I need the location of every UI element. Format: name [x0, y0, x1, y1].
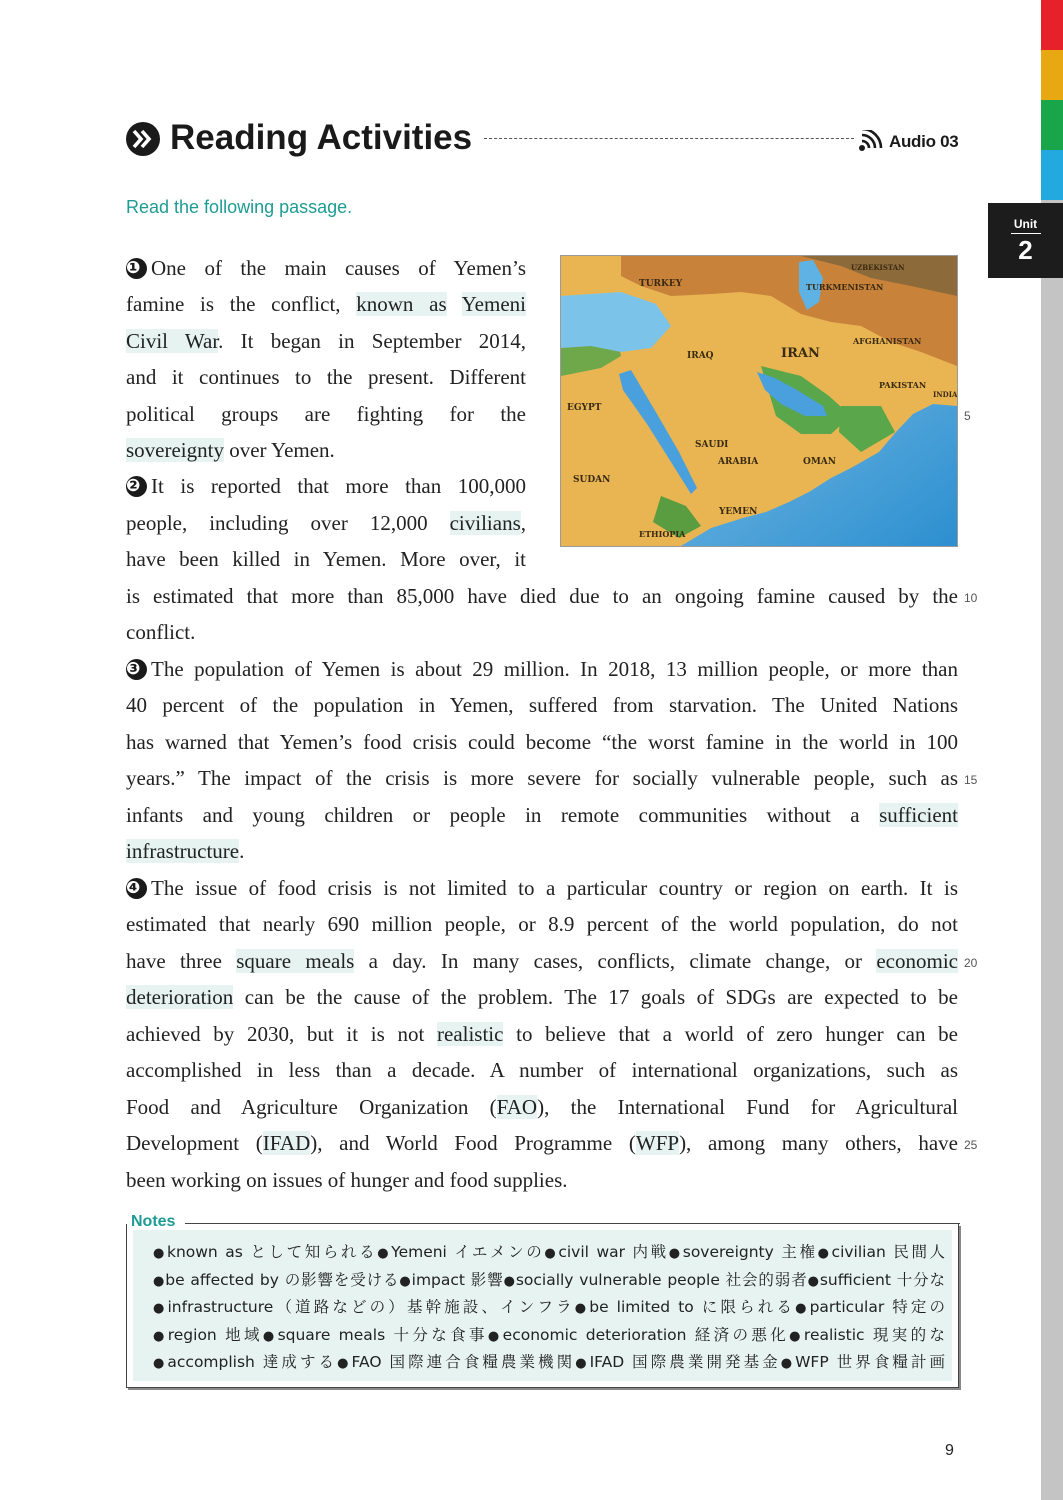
note-item: Yemeni イエメンの [391, 1243, 545, 1261]
vocab-civil-war: Civil War [126, 329, 219, 353]
unit-number: 2 [1018, 235, 1033, 265]
map-label-iraq: IRAQ [687, 351, 714, 361]
passage-line-21: deterioration can be the cause of the problem. The 17 goals of SDGs are expected to be [126, 985, 958, 1009]
vocab-civilians: civilians [449, 511, 521, 535]
note-item: FAO 国際連合食糧農業機関 [351, 1353, 576, 1371]
note-item: civil war 内戦 [558, 1243, 669, 1261]
paragraph-marker-4: ❹ [126, 878, 147, 899]
note-item: realistic 現実的な [803, 1326, 946, 1344]
passage-line-17: infrastructure. [126, 839, 245, 863]
passage-line-9: have been killed in Yemen. More over, it [126, 547, 526, 571]
unit-divider [1011, 233, 1041, 234]
notes-row-5 [153, 1351, 945, 1375]
note-item: infrastructure（道路などの）基幹施設、インフラ [167, 1298, 575, 1316]
line-number: 10 [964, 591, 978, 605]
passage-line-12: ❸ The population of Yemen is about 29 million. In 2018, 13 million people, or more than [126, 657, 958, 681]
map-label-turkmenistan: TURKMENISTAN [806, 282, 884, 292]
passage-line-22: achieved by 2030, but it is not realistic to believe that a world of zero hunger can be [126, 1022, 958, 1046]
map-label-pakistan: PAKISTAN [879, 380, 927, 390]
note-bullet: ● [789, 1329, 804, 1344]
note-bullet: ● [262, 1329, 278, 1344]
paragraph-marker-1: ❶ [126, 258, 147, 279]
vocab-sovereignty: sovereignty [126, 438, 224, 462]
passage-line-25: Development (IFAD), and World Food Programme (WFP), among many others, have [126, 1131, 958, 1155]
passage-line-11: conflict. [126, 620, 196, 644]
note-bullet: ● [337, 1356, 352, 1371]
map-label-yemen: YEMEN [719, 507, 758, 517]
passage-line-24: Food and Agriculture Organization (FAO), the International Fund for Agricultural [126, 1095, 958, 1119]
passage-line-1: ❶ One of the main causes of Yemen’s [126, 256, 526, 280]
passage-line-16: infants and young children or people in remote communities without a sufficient [126, 803, 958, 827]
passage-line-3: Civil War. It began in September 2014, [126, 329, 526, 353]
vocab-fao: FAO [496, 1095, 538, 1119]
note-bullet: ● [153, 1274, 166, 1289]
vocab-realistic: realistic [437, 1022, 504, 1046]
side-colorbar-yellow [1041, 50, 1063, 100]
note-item: economic deterioration 経済の悪化 [502, 1326, 790, 1344]
note-item: sufficient 十分な [819, 1271, 946, 1289]
passage-line-8: people, including over 12,000 civilians, [126, 511, 526, 535]
unit-label: Unit [1013, 217, 1038, 231]
note-item: be affected by の影響を受ける [165, 1271, 400, 1289]
notes-row-4 [153, 1324, 945, 1348]
note-bullet: ● [795, 1301, 810, 1316]
double-chevron-right-icon [126, 122, 160, 156]
paragraph-marker-2: ❷ [126, 476, 147, 497]
paragraph-marker-3: ❸ [126, 659, 147, 680]
note-item: IFAD 国際農業開発基金 [589, 1353, 781, 1371]
map-label-egypt: EGYPT [567, 403, 602, 413]
vocab-square-meals: square meals [236, 949, 355, 973]
passage-line-26: been working on issues of hunger and food supplies. [126, 1168, 568, 1192]
passage-line-13: 40 percent of the population in Yemen, suffered from starvation. The United Nations [126, 693, 958, 717]
note-bullet: ● [153, 1329, 168, 1344]
note-item: WFP 世界食糧計画 [795, 1353, 946, 1371]
notes-box [126, 1224, 959, 1388]
note-item: socially vulnerable people 社会的弱者 [515, 1271, 808, 1289]
audio-label: Audio 03 [889, 132, 959, 151]
line-number: 15 [964, 773, 978, 787]
note-bullet: ● [668, 1246, 683, 1261]
passage-line-20: have three square meals a day. In many cases, conflicts, climate change, or economic [126, 949, 958, 973]
vocab-wfp: WFP [635, 1131, 680, 1155]
note-item: impact 影響 [411, 1271, 504, 1289]
note-bullet: ● [544, 1246, 559, 1261]
line-number: 20 [964, 956, 978, 970]
section-title: Reading Activities [170, 118, 473, 157]
side-colorbar-red [1041, 0, 1063, 50]
vocab-yemeni: Yemeni [461, 292, 526, 316]
note-bullet: ● [487, 1329, 503, 1344]
middle-east-map [560, 255, 958, 547]
vocab-ifad: IFAD [262, 1131, 311, 1155]
passage-line-14: has warned that Yemen’s food crisis could become “the worst famine in the world in 100 [126, 730, 958, 754]
page-number: 9 [945, 1442, 954, 1459]
note-bullet: ● [574, 1301, 590, 1316]
map-label-afghanistan: AFGHANISTAN [853, 336, 922, 346]
section-header [126, 120, 961, 160]
notes-row-2 [153, 1269, 945, 1293]
passage-line-19: estimated that nearly 690 million people, or 8.9 percent of the world population, do not [126, 912, 958, 936]
instruction-text: Read the following passage. [126, 197, 353, 217]
vocab-infrastructure: infrastructure [126, 839, 240, 863]
notes-row-1 [153, 1241, 945, 1265]
passage-line-2: famine is the conflict, known as Yemeni [126, 292, 526, 316]
line-number: 5 [964, 409, 971, 423]
passage-line-15: years.” The impact of the crisis is more severe for socially vulnerable people, such as [126, 766, 958, 790]
passage-line-7: ❷ It is reported that more than 100,000 [126, 474, 526, 498]
map-label-arabia: ARABIA [718, 457, 759, 467]
passage-line-6: sovereignty over Yemen. [126, 438, 335, 462]
map-label-india: INDIA [933, 390, 957, 399]
side-colorbar-green [1041, 100, 1063, 150]
header-dashed-rule [484, 138, 854, 139]
vocab-known-as: known as [356, 292, 447, 316]
notes-label: Notes [131, 1213, 176, 1230]
passage-line-10: is estimated that more than 85,000 have died due to an ongoing famine caused by the [126, 584, 958, 608]
note-bullet: ● [153, 1356, 168, 1371]
passage-line-4: and it continues to the present. Different [126, 365, 526, 389]
note-bullet: ● [817, 1246, 832, 1261]
passage-line-5: political groups are fighting for the [126, 402, 526, 426]
map-label-iran: IRAN [781, 346, 820, 361]
map-label-turkey: TURKEY [639, 279, 683, 289]
side-colorbar-gray [1041, 200, 1063, 1500]
map-label-sudan: SUDAN [573, 475, 611, 485]
passage-line-18: ❹ The issue of food crisis is not limited to a particular country or region on earth. It is [126, 876, 958, 900]
notes-row-3 [153, 1296, 945, 1320]
sound-wave-icon [858, 130, 884, 152]
note-bullet: ● [153, 1301, 168, 1316]
note-item: civilian 民間人 [831, 1243, 946, 1261]
note-bullet: ● [377, 1246, 392, 1261]
note-bullet: ● [399, 1274, 412, 1289]
line-number: 25 [964, 1138, 978, 1152]
note-item: square meals 十分な食事 [277, 1326, 488, 1344]
map-label-oman: OMAN [803, 457, 837, 467]
note-item: known as として知られる [166, 1243, 378, 1261]
vocab-economic: economic [876, 949, 958, 973]
note-bullet: ● [153, 1246, 167, 1261]
note-item: be limited to に限られる [589, 1298, 796, 1316]
note-bullet: ● [780, 1356, 796, 1371]
side-colorbar-blue [1041, 150, 1063, 200]
vocab-sufficient: sufficient [879, 803, 958, 827]
notes-inner [133, 1230, 952, 1381]
note-item: particular 特定の [809, 1298, 946, 1316]
note-bullet: ● [807, 1274, 820, 1289]
vocab-deterioration: deterioration [126, 985, 234, 1009]
map-label-ethiopia: ETHIOPIA [639, 529, 686, 539]
map-label-saudi: SAUDI [695, 440, 729, 450]
passage-line-23: accomplished in less than a decade. A number of international organizations, such as [126, 1058, 958, 1082]
note-item: accomplish 達成する [167, 1353, 338, 1371]
unit-tab [988, 203, 1063, 278]
note-item: region 地域 [167, 1326, 263, 1344]
map-label-uzbekistan: UZBEKISTAN [851, 263, 905, 272]
note-bullet: ● [575, 1356, 590, 1371]
note-bullet: ● [503, 1274, 516, 1289]
note-item: sovereignty 主権 [682, 1243, 818, 1261]
